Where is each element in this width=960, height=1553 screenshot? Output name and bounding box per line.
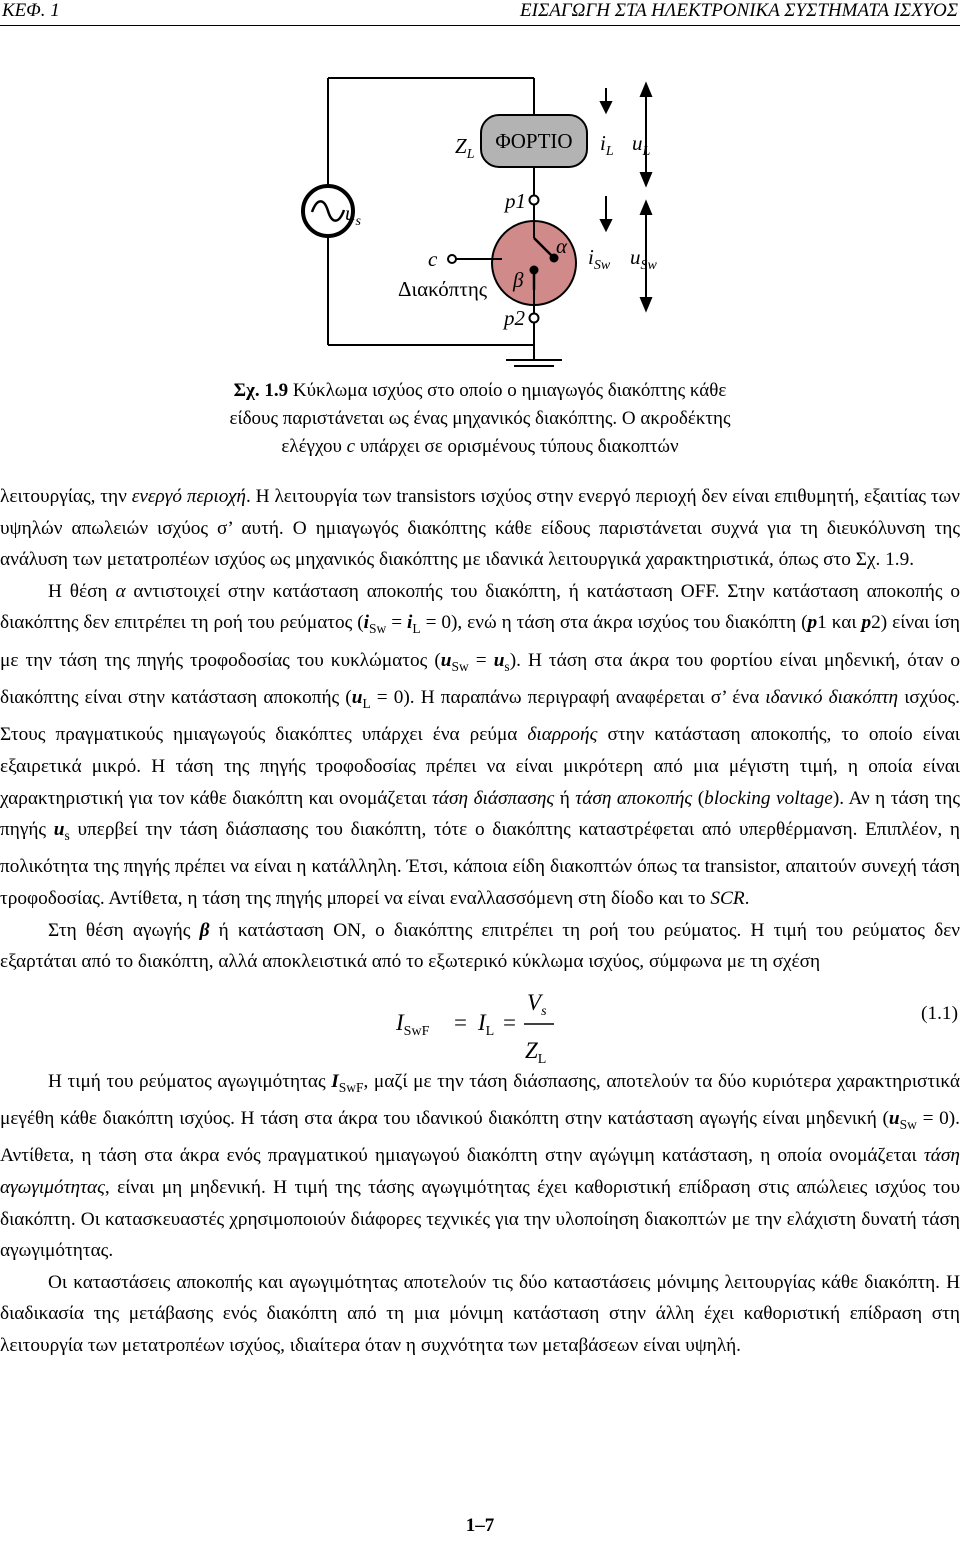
- caption-number: Σχ. 1.9: [233, 380, 289, 401]
- caption-line-1: Κύκλωμα ισχύος στο οποίο ο ημιαγωγός διακόπτης κάθε: [288, 380, 727, 401]
- paragraph-4: Η τιμή του ρεύματος αγωγιμότητας $I_{SwF}$, μαζί με την τάση διάσπασης, αποτελούν τα δύο κυριότερα χαρακτηριστικά μεγέθη κάθε διακόπτη ισχύος. Η τάση στα άκρα του ιδανικού διακόπτη στην κατάσταση αγωγής είναι μηδενική $(u_{Sw} = 0)$. Αντίθετα, η τάση στα άκρα ενός πραγματικού ημιαγωγού διακόπτη στην αγώγιμη κατάσταση, η οποία ονομάζεται τάση αγωγιμότητας, είναι μη μηδενική. Η τιμή της τάσης αγωγιμότητας έχει καθοριστική επίδραση στις απώλειες ισχύος του διακόπτη. Οι κατασκευαστές χρησιμοποιούν διάφορες τεχνικές για την υλοποίηση διακοπτών με την ελάχιστη δυνατή τάση αγωγιμότητας.: [0, 1070, 960, 1262]
- caption-line-2: είδους παριστάνεται ως ένας μηχανικός διακόπτης. Ο ακροδέκτης: [229, 408, 731, 429]
- terminal-p2: [530, 314, 539, 323]
- us-label: $u_s$: [345, 201, 361, 229]
- paragraph-3: Στη θέση αγωγής β ή κατάσταση ON, ο διακόπτης επιτρέπει τη ροή του ρεύματος. Η τιμή του ρεύματος δεν εξαρτάται από το διακόπτη, αλλά αποκλειστικά από το εξωτερικό κύκλωμα ισχύος, σύμφωνα με τη σχέση: [0, 919, 960, 973]
- eq-V: $V_s$: [527, 989, 547, 1019]
- eq-Z: $Z_L$: [525, 1037, 547, 1066]
- page-number: 1–7: [465, 1515, 495, 1536]
- p1-label: p1: [505, 189, 526, 213]
- eq-equals-2: =: [503, 1009, 516, 1035]
- circuit-diagram: [0, 40, 960, 370]
- current-arrows: [601, 88, 611, 230]
- equation-number: (1.1): [921, 1002, 958, 1024]
- il-label: $i_L$: [600, 131, 614, 159]
- header-rule: [0, 25, 960, 26]
- c-label: c: [428, 247, 438, 271]
- alpha-label: α: [556, 234, 568, 258]
- voltage-arrows: [641, 84, 651, 310]
- equation-graphic: [0, 978, 960, 1066]
- terminal-p1: [530, 196, 539, 205]
- load-label: ΦΟΡΤΙΟ: [495, 129, 573, 153]
- paragraph-5: Οι καταστάσεις αποκοπής και αγωγιμότητας αποτελούν τις δύο καταστάσεις μόνιμης λειτουργίας κάθε διακόπτη. Η διαδικασία της μετάβασης ενός διακόπτη από τη μια μόνιμη κατάσταση στην άλλη έχει καθοριστική επίδραση στη λειτουργία των μετατροπέων ισχύος, ιδιαίτερα όταν η συχνότητα των μεταβάσεων είναι υψηλή.: [0, 1271, 960, 1356]
- ground-icon: [506, 360, 562, 370]
- zl-label: $Z_L$: [455, 134, 475, 162]
- paragraph-2: Η θέση α αντιστοιχεί στην κατάσταση αποκοπής του διακόπτη, ή κατάσταση OFF. Στην κατάσταση αποκοπής ο διακόπτης δεν επιτρέπει τη ροή του ρεύματος $(i_{Sw} = i_L = 0)$, ενώ η τάση στα άκρα ισχύος του διακόπτη (p1 και p2) είναι ίση με την τάση της πηγής τροφοδοσίας του κυκλώματος $(u_{Sw} = u_s)$. Η τάση στα άκρα του φορτίου είναι μηδενική, όταν ο διακόπτης είναι στην κατάσταση αποκοπής $(u_L = 0)$. Η παραπάνω περιγραφή αναφέρεται σ’ ένα ιδανικό διακόπτη ισχύος. Στους πραγματικούς ημιαγωγούς διακόπτες υπάρχει ένα ρεύμα διαρροής στην κατάσταση αποκοπής, το οποίο είναι εξαιρετικά μικρό. Η τάση της πηγής τροφοδοσίας πρέπει να είναι μικρότερη από μια μέγιστη τιμή, η οποία είναι χαρακτηριστική για τον κάθε διακόπτη και ονομάζεται τάση διάσπασης ή τάση αποκοπής (blocking voltage). Αν η τάση της πηγής $u_s$ υπερβεί την τάση διάσπασης του διακόπτη, τότε ο διακόπτης καταστρέφεται από υπερθέρμανση. Επιπλέον, η πολικότητα της πηγής πρέπει να είναι η κατάλληλη. Έτσι, κάποια είδη διακοπτών όπως τα transistor, απαιτούν συνεχή τάση τροφοδοσίας. Αντίθετα, η τάση της πηγής μπορεί να είναι εναλλασσόμενη στη δίοδο και το SCR.: [0, 580, 960, 909]
- p2-label: p2: [504, 306, 525, 330]
- isw-label: $i_{Sw}$: [588, 245, 611, 273]
- body-text: [0, 481, 960, 1361]
- eq-IL: $I_L$: [478, 1009, 495, 1039]
- caption-line-3: ελέγχου c υπάρχει σε ορισμένους τύπους διακοπτών: [281, 436, 679, 457]
- equation-1-1: [0, 978, 960, 1066]
- usw-label: $u_{Sw}$: [630, 245, 657, 273]
- page-header: [0, 0, 960, 26]
- beta-label: β: [513, 268, 524, 292]
- control-terminal: [448, 255, 456, 263]
- switch-label: Διακόπτης: [398, 277, 488, 301]
- eq-I: $I_{SwF}$: [396, 1009, 430, 1039]
- paragraph-1: λειτουργίας, την ενεργό περιοχή. Η λειτουργία των transistors ισχύος στην ενεργό περιοχή δεν είναι επιθυμητή, εξαιτίας των υψηλών απωλειών ισχύος σ’ αυτή. Ο ημιαγωγός διακόπτης κάθε είδους παριστάνεται συχνά για τη διευκόλυνση της ανάλυση των μετατροπέων ισχύος ως μηχανικός διακόπτης με ιδανικά λειτουργικά χαρακτηριστικά, όπως στο Σχ. 1.9.: [0, 486, 960, 571]
- chapter-title: ΕΙΣΑΓΩΓΗ ΣΤΑ ΗΛΕΚΤΡΟΝΙΚΑ ΣΥΣΤΗΜΑΤΑ ΙΣΧΥΟΣ: [520, 0, 958, 21]
- ul-label: $u_L$: [632, 131, 651, 159]
- eq-equals-1: =: [454, 1009, 467, 1035]
- chapter-label: ΚΕΦ. 1: [2, 0, 60, 21]
- figure-caption: [180, 377, 780, 461]
